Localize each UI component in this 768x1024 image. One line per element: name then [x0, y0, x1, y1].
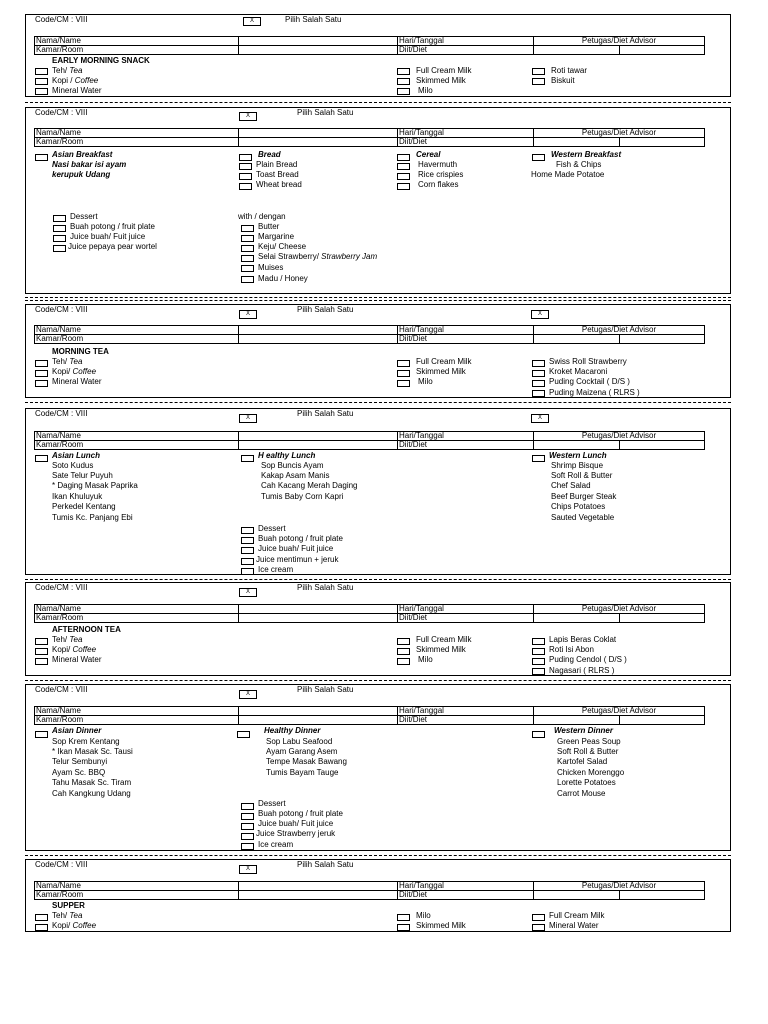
- petugas-field-2[interactable]: [619, 46, 705, 55]
- section-breakfast: [25, 107, 731, 294]
- menu-item: Chicken Morenggo: [557, 768, 625, 777]
- petugas-label: Petugas/Diet Advisor: [534, 605, 705, 614]
- checkbox[interactable]: [532, 924, 545, 931]
- menu-item: * Daging Masak Paprika: [52, 481, 138, 490]
- checkbox[interactable]: [397, 914, 410, 921]
- checkbox[interactable]: [532, 390, 545, 397]
- petugas-field[interactable]: [534, 716, 620, 725]
- petugas-field[interactable]: [534, 138, 620, 147]
- checkbox[interactable]: [532, 731, 545, 738]
- menu-item: Chips Potatoes: [551, 502, 606, 511]
- menu-heading: H ealthy Lunch: [258, 451, 316, 460]
- pilih-label: Pilih Salah Satu: [297, 305, 354, 314]
- menu-item: Puding Cocktail ( D/S ): [549, 377, 630, 386]
- menu-item: Ayam Garang Asem: [266, 747, 338, 756]
- checkbox[interactable]: [35, 638, 48, 645]
- checkbox[interactable]: [35, 924, 48, 931]
- menu-heading: Healthy Dinner: [264, 726, 321, 735]
- menu-item: Teh/ Tea: [52, 635, 83, 644]
- checkbox[interactable]: [532, 648, 545, 655]
- pilih-label: Pilih Salah Satu: [297, 409, 354, 418]
- code-label: Code/CM : VIII: [35, 685, 88, 694]
- checkbox[interactable]: [53, 225, 66, 232]
- nama-label: Nama/Name: [35, 882, 239, 891]
- menu-item: Juice mentimun + jeruk: [256, 555, 339, 564]
- menu-heading: Bread: [258, 150, 281, 159]
- pilih-checkbox[interactable]: X: [239, 112, 257, 121]
- menu-heading: Western Dinner: [554, 726, 613, 735]
- checkbox[interactable]: [532, 638, 545, 645]
- checkbox[interactable]: [53, 215, 66, 222]
- diit-label: Diit/Diet: [398, 614, 534, 623]
- checkbox[interactable]: [397, 648, 410, 655]
- checkbox[interactable]: [532, 658, 545, 665]
- section-lunch: [25, 408, 731, 575]
- petugas-field[interactable]: [534, 614, 620, 623]
- divider: [25, 680, 731, 681]
- petugas-field-2[interactable]: [619, 441, 705, 450]
- pilih-checkbox[interactable]: X: [239, 588, 257, 597]
- menu-item: Toast Bread: [256, 170, 299, 179]
- code-label: Code/CM : VIII: [35, 409, 88, 418]
- menu-item: with / dengan: [238, 212, 286, 221]
- menu-item: Selai Strawberry/ Strawberry Jam: [258, 252, 378, 261]
- menu-item: Milo: [418, 655, 433, 664]
- checkbox[interactable]: [532, 154, 545, 161]
- checkbox[interactable]: [53, 245, 66, 252]
- section-early-morning-snack: [25, 14, 731, 97]
- kamar-field[interactable]: [239, 46, 398, 55]
- menu-item: Juice buah/ Fuit juice: [70, 232, 146, 241]
- kamar-label: Kamar/Room: [35, 716, 239, 725]
- kamar-field[interactable]: [239, 716, 398, 725]
- checkbox[interactable]: [532, 360, 545, 367]
- checkbox[interactable]: [35, 154, 48, 161]
- checkbox[interactable]: [241, 265, 254, 272]
- menu-item: Roti tawar: [551, 66, 588, 75]
- menu-item: Full Cream Milk: [549, 911, 605, 920]
- menu-item: Mineral Water: [52, 655, 102, 664]
- menu-item: Teh/ Tea: [52, 66, 83, 75]
- menu-item: Plain Bread: [256, 160, 298, 169]
- menu-item: Teh/ Tea: [52, 357, 83, 366]
- nama-label: Nama/Name: [35, 37, 239, 46]
- kamar-label: Kamar/Room: [35, 891, 239, 900]
- checkbox[interactable]: [532, 380, 545, 387]
- checkbox[interactable]: [241, 843, 254, 850]
- checkbox[interactable]: [397, 78, 410, 85]
- menu-item: Mineral Water: [549, 921, 599, 930]
- checkbox[interactable]: [239, 183, 252, 190]
- hari-label: Hari/Tanggal: [398, 707, 534, 716]
- menu-item: Chef Salad: [551, 481, 591, 490]
- hari-label: Hari/Tanggal: [398, 432, 534, 441]
- pilih-checkbox-2[interactable]: X: [531, 310, 549, 319]
- checkbox[interactable]: [241, 225, 254, 232]
- checkbox[interactable]: [397, 88, 410, 95]
- pilih-checkbox-2[interactable]: X: [531, 414, 549, 423]
- menu-item: Swiss Roll Strawberry: [549, 357, 627, 366]
- section-title: EARLY MORNING SNACK: [52, 56, 150, 65]
- header-table: [34, 604, 705, 623]
- menu-item: Sop Krem Kentang: [52, 737, 120, 746]
- menu-item: Muises: [258, 263, 284, 272]
- nama-label: Nama/Name: [35, 326, 239, 335]
- menu-item: Juice buah/ Fuit juice: [258, 544, 334, 553]
- section-title: AFTERNOON TEA: [52, 625, 121, 634]
- menu-item: Tumis Baby Corn Kapri: [261, 492, 344, 501]
- nama-field[interactable]: [239, 882, 398, 891]
- divider: [25, 402, 731, 403]
- menu-item: Full Cream Milk: [416, 357, 472, 366]
- checkbox[interactable]: [241, 255, 254, 262]
- menu-item: Milo: [418, 377, 433, 386]
- petugas-field[interactable]: [534, 46, 620, 55]
- menu-item: Full Cream Milk: [416, 66, 472, 75]
- checkbox[interactable]: [241, 527, 254, 534]
- header-table: [34, 706, 705, 725]
- petugas-field-2[interactable]: [619, 891, 705, 900]
- kamar-label: Kamar/Room: [35, 335, 239, 344]
- diit-label: Diit/Diet: [398, 441, 534, 450]
- checkbox[interactable]: [532, 455, 545, 462]
- menu-item: Kopi / Coffee: [52, 76, 99, 85]
- menu-item: Green Peas Soup: [557, 737, 621, 746]
- petugas-label: Petugas/Diet Advisor: [534, 882, 705, 891]
- menu-item: Juice Strawberry jeruk: [256, 829, 336, 838]
- petugas-label: Petugas/Diet Advisor: [534, 326, 705, 335]
- menu-heading: Asian Breakfast: [52, 150, 113, 159]
- menu-item: Skimmed Milk: [416, 367, 466, 376]
- hari-label: Hari/Tanggal: [398, 326, 534, 335]
- menu-item: Soto Kudus: [52, 461, 94, 470]
- menu-item: Tumis Bayam Tauge: [266, 768, 339, 777]
- petugas-label: Petugas/Diet Advisor: [534, 432, 705, 441]
- kamar-field[interactable]: [239, 441, 398, 450]
- menu-item: Nasi bakar isi ayam: [52, 160, 127, 169]
- checkbox[interactable]: [35, 648, 48, 655]
- menu-item: Cah Kacang Merah Daging: [261, 481, 358, 490]
- checkbox[interactable]: [532, 78, 545, 85]
- divider: [25, 297, 731, 298]
- checkbox[interactable]: [35, 455, 48, 462]
- petugas-field-2[interactable]: [619, 716, 705, 725]
- checkbox[interactable]: [239, 163, 252, 170]
- checkbox[interactable]: [241, 803, 254, 810]
- pilih-checkbox[interactable]: X: [239, 310, 257, 319]
- checkbox[interactable]: [35, 658, 48, 665]
- menu-item: Dessert: [258, 799, 286, 808]
- menu-item: Kopi/ Coffee: [52, 367, 97, 376]
- code-label: Code/CM : VIII: [35, 583, 88, 592]
- menu-item: Fish & Chips: [556, 160, 602, 169]
- menu-item: Kopi/ Coffee: [52, 645, 97, 654]
- menu-item: Kartofel Salad: [557, 757, 608, 766]
- pilih-checkbox[interactable]: X: [239, 690, 257, 699]
- petugas-field-2[interactable]: [619, 335, 705, 344]
- menu-heading: Western Breakfast: [551, 150, 622, 159]
- menu-item: Soft Roll & Butter: [551, 471, 613, 480]
- pilih-label: Pilih Salah Satu: [285, 15, 342, 24]
- section-morning-tea: [25, 304, 731, 398]
- checkbox[interactable]: [241, 813, 254, 820]
- nama-field[interactable]: [239, 605, 398, 614]
- checkbox[interactable]: [241, 833, 254, 840]
- kamar-label: Kamar/Room: [35, 614, 239, 623]
- section-supper: [25, 859, 731, 932]
- menu-item: Juice pepaya pear wortel: [68, 242, 157, 251]
- nama-label: Nama/Name: [35, 605, 239, 614]
- checkbox[interactable]: [397, 370, 410, 377]
- checkbox[interactable]: [397, 360, 410, 367]
- diit-label: Diit/Diet: [398, 335, 534, 344]
- menu-item: Buah potong / fruit plate: [258, 809, 343, 818]
- menu-item: Nagasari ( RLRS ): [549, 666, 615, 675]
- menu-heading: Asian Lunch: [52, 451, 101, 460]
- menu-item: Biskuit: [551, 76, 575, 85]
- checkbox[interactable]: [397, 638, 410, 645]
- menu-item: Telur Sembunyi: [52, 757, 108, 766]
- menu-item: Full Cream Milk: [416, 635, 472, 644]
- menu-item: Milo: [416, 911, 431, 920]
- menu-heading: Cereal: [416, 150, 441, 159]
- diit-label: Diit/Diet: [398, 46, 534, 55]
- checkbox[interactable]: [53, 235, 66, 242]
- code-label: Code/CM : VIII: [35, 860, 88, 869]
- diit-label: Diit/Diet: [398, 716, 534, 725]
- checkbox[interactable]: [397, 183, 410, 190]
- petugas-label: Petugas/Diet Advisor: [534, 37, 705, 46]
- menu-item: Teh/ Tea: [52, 911, 83, 920]
- nama-label: Nama/Name: [35, 707, 239, 716]
- hari-label: Hari/Tanggal: [398, 129, 534, 138]
- header-table: [34, 431, 705, 450]
- nama-label: Nama/Name: [35, 129, 239, 138]
- menu-item: Lorette Potatoes: [557, 778, 616, 787]
- pilih-label: Pilih Salah Satu: [297, 583, 354, 592]
- pilih-checkbox[interactable]: X: [239, 865, 257, 874]
- nama-field[interactable]: [239, 129, 398, 138]
- kamar-label: Kamar/Room: [35, 46, 239, 55]
- menu-item: Corn flakes: [418, 180, 459, 189]
- checkbox[interactable]: [397, 924, 410, 931]
- petugas-field-2[interactable]: [619, 138, 705, 147]
- kamar-label: Kamar/Room: [35, 138, 239, 147]
- menu-item: Ikan Khuluyuk: [52, 492, 103, 501]
- code-label: Code/CM : VIII: [35, 108, 88, 117]
- menu-item: Beef Burger Steak: [551, 492, 617, 501]
- checkbox[interactable]: [241, 547, 254, 554]
- checkbox[interactable]: [35, 380, 48, 387]
- menu-item: Kroket Macaroni: [549, 367, 608, 376]
- diit-label: Diit/Diet: [398, 891, 534, 900]
- checkbox[interactable]: [35, 78, 48, 85]
- checkbox[interactable]: [532, 668, 545, 675]
- menu-item: Roti Isi Abon: [549, 645, 594, 654]
- menu-item: Sop Labu Seafood: [266, 737, 333, 746]
- pilih-label: Pilih Salah Satu: [297, 860, 354, 869]
- checkbox[interactable]: [241, 558, 254, 565]
- checkbox[interactable]: [532, 914, 545, 921]
- hari-label: Hari/Tanggal: [398, 605, 534, 614]
- menu-item: Keju/ Cheese: [258, 242, 307, 251]
- petugas-field[interactable]: [534, 335, 620, 344]
- menu-item: Tempe Masak Bawang: [266, 757, 347, 766]
- checkbox[interactable]: [397, 173, 410, 180]
- menu-heading: Western Lunch: [549, 451, 607, 460]
- pilih-checkbox[interactable]: X: [239, 414, 257, 423]
- menu-item: * Ikan Masak Sc. Tausi: [52, 747, 133, 756]
- menu-item: kerupuk Udang: [52, 170, 111, 179]
- kamar-label: Kamar/Room: [35, 441, 239, 450]
- checkbox[interactable]: [35, 88, 48, 95]
- menu-item: Ice cream: [258, 565, 294, 574]
- menu-item: Milo: [418, 86, 433, 95]
- menu-item: Sop Buncis Ayam: [261, 461, 324, 470]
- menu-item: Juice buah/ Fuit juice: [258, 819, 334, 828]
- code-label: Code/CM : VIII: [35, 15, 88, 24]
- menu-item: Sate Telur Puyuh: [52, 471, 113, 480]
- code-label: Code/CM : VIII: [35, 305, 88, 314]
- checkbox[interactable]: [532, 370, 545, 377]
- menu-item: Madu / Honey: [258, 274, 308, 283]
- pilih-label: Pilih Salah Satu: [297, 108, 354, 117]
- section-title: MORNING TEA: [52, 347, 109, 356]
- menu-item: Mineral Water: [52, 86, 102, 95]
- menu-item: Buah potong / fruit plate: [258, 534, 343, 543]
- section-dinner: [25, 684, 731, 851]
- checkbox[interactable]: [35, 914, 48, 921]
- hari-label: Hari/Tanggal: [398, 37, 534, 46]
- menu-item: Cah Kangkung Udang: [52, 789, 131, 798]
- menu-item: Ayam Sc. BBQ: [52, 768, 106, 777]
- checkbox[interactable]: [532, 68, 545, 75]
- menu-heading: Asian Dinner: [52, 726, 102, 735]
- menu-item: Lapis Beras Coklat: [549, 635, 617, 644]
- nama-field[interactable]: [239, 432, 398, 441]
- header-table: [34, 128, 705, 147]
- kamar-field[interactable]: [239, 891, 398, 900]
- menu-item: Ice cream: [258, 840, 294, 849]
- divider: [25, 855, 731, 856]
- nama-field[interactable]: [239, 707, 398, 716]
- menu-item: Puding Maizena ( RLRS ): [549, 388, 640, 397]
- checkbox[interactable]: [241, 455, 254, 462]
- petugas-field[interactable]: [534, 891, 620, 900]
- checkbox[interactable]: [35, 360, 48, 367]
- kamar-field[interactable]: [239, 138, 398, 147]
- menu-item: Soft Roll & Butter: [557, 747, 619, 756]
- checkbox[interactable]: [239, 173, 252, 180]
- petugas-label: Petugas/Diet Advisor: [534, 707, 705, 716]
- menu-item: Margarine: [258, 232, 295, 241]
- menu-item: Havermuth: [418, 160, 458, 169]
- menu-item: Skimmed Milk: [416, 76, 466, 85]
- menu-item: Dessert: [70, 212, 98, 221]
- menu-item: Shrimp Bisque: [551, 461, 604, 470]
- menu-item: Skimmed Milk: [416, 645, 466, 654]
- petugas-field-2[interactable]: [619, 614, 705, 623]
- menu-item: Dessert: [258, 524, 286, 533]
- menu-item: Home Made Potatoe: [531, 170, 605, 179]
- menu-item: Kakap Asam Manis: [261, 471, 330, 480]
- nama-field[interactable]: [239, 37, 398, 46]
- checkbox[interactable]: [241, 235, 254, 242]
- checkbox[interactable]: [397, 154, 410, 161]
- checkbox[interactable]: [397, 658, 410, 665]
- checkbox[interactable]: [241, 568, 254, 575]
- checkbox[interactable]: [237, 731, 250, 738]
- menu-item: Rice crispies: [418, 170, 464, 179]
- pilih-checkbox[interactable]: X: [243, 17, 261, 26]
- checkbox[interactable]: [35, 370, 48, 377]
- checkbox[interactable]: [35, 731, 48, 738]
- menu-item: Carrot Mouse: [557, 789, 606, 798]
- checkbox[interactable]: [35, 68, 48, 75]
- header-table: [34, 36, 705, 55]
- checkbox[interactable]: [397, 380, 410, 387]
- menu-item: Butter: [258, 222, 280, 231]
- menu-item: Mineral Water: [52, 377, 102, 386]
- menu-item: Perkedel Kentang: [52, 502, 116, 511]
- header-table: [34, 881, 705, 900]
- header-table: [34, 325, 705, 344]
- menu-item: Wheat bread: [256, 180, 302, 189]
- checkbox[interactable]: [397, 163, 410, 170]
- checkbox[interactable]: [241, 823, 254, 830]
- pilih-label: Pilih Salah Satu: [297, 685, 354, 694]
- nama-label: Nama/Name: [35, 432, 239, 441]
- checkbox[interactable]: [241, 537, 254, 544]
- checkbox[interactable]: [241, 276, 254, 283]
- kamar-field[interactable]: [239, 335, 398, 344]
- menu-item: Puding Cendol ( D/S ): [549, 655, 627, 664]
- diit-label: Diit/Diet: [398, 138, 534, 147]
- menu-item: Kopi/ Coffee: [52, 921, 97, 930]
- petugas-label: Petugas/Diet Advisor: [534, 129, 705, 138]
- menu-item: Buah potong / fruit plate: [70, 222, 155, 231]
- menu-item: Sauted Vegetable: [551, 513, 615, 522]
- checkbox[interactable]: [241, 245, 254, 252]
- divider: [25, 300, 731, 301]
- section-title: SUPPER: [52, 901, 85, 910]
- divider: [25, 579, 731, 580]
- divider: [25, 102, 731, 103]
- kamar-field[interactable]: [239, 614, 398, 623]
- menu-item: Skimmed Milk: [416, 921, 466, 930]
- checkbox[interactable]: [397, 68, 410, 75]
- checkbox[interactable]: [239, 154, 252, 161]
- hari-label: Hari/Tanggal: [398, 882, 534, 891]
- menu-item: Tahu Masak Sc. Tiram: [52, 778, 132, 787]
- nama-field[interactable]: [239, 326, 398, 335]
- menu-item: Tumis Kc. Panjang Ebi: [52, 513, 133, 522]
- petugas-field[interactable]: [534, 441, 620, 450]
- section-afternoon-tea: [25, 582, 731, 676]
